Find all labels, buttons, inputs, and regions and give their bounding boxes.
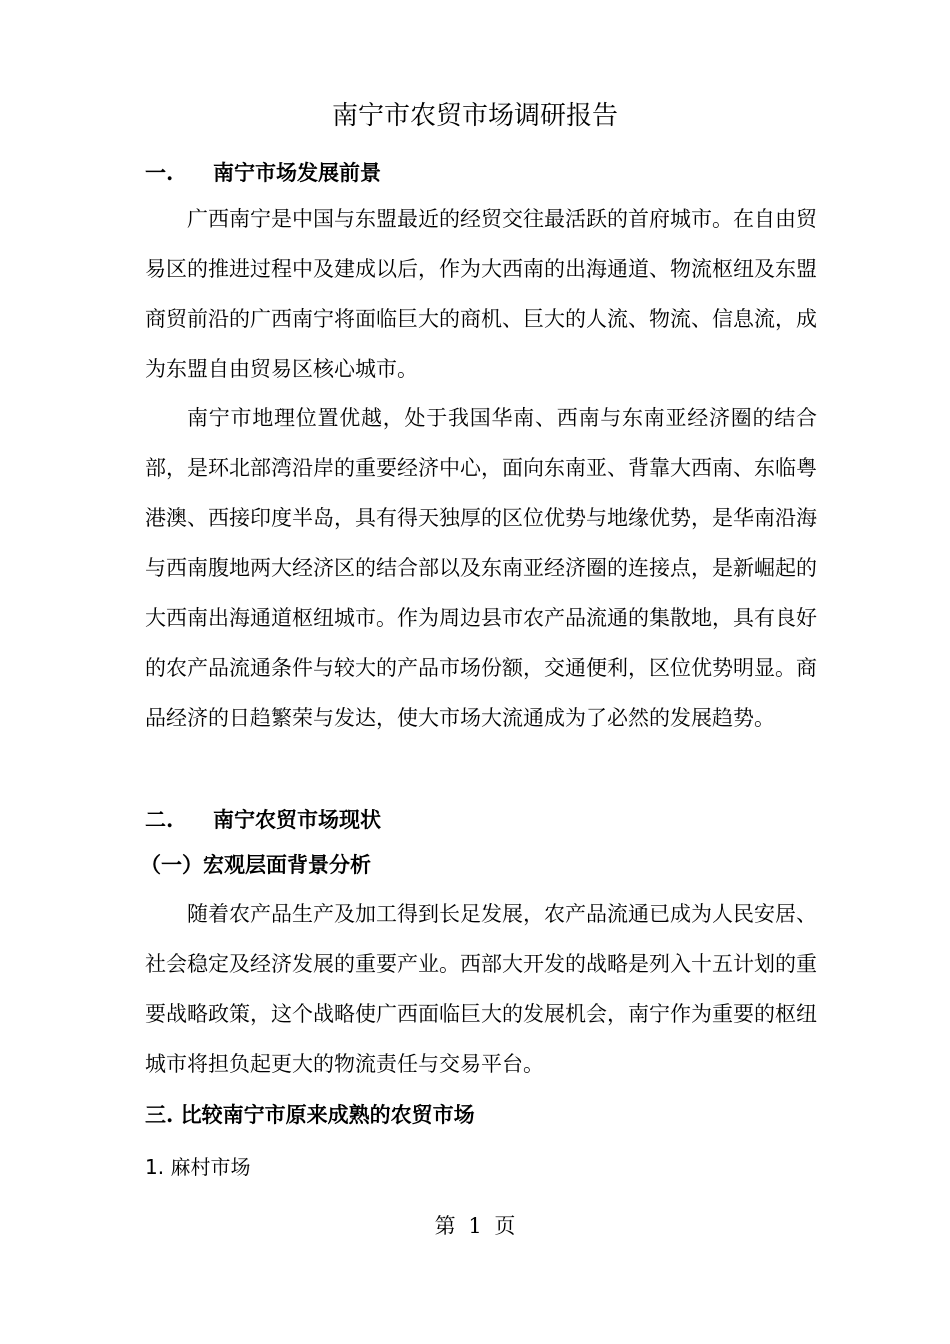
section-3-heading: 三. 比较南宁市原来成熟的农贸市场 (145, 1102, 475, 1127)
page-number-footer: 第 1 页 (434, 1214, 516, 1238)
section-2-subheading: （一）宏观层面背景分析 (140, 852, 371, 877)
section-2-paragraph-1: 随着农产品生产及加工得到长足发展，农产品流通已成为人民安居、社会稳定及经济发展的重要产业。西部大开发的战略是列入十五计划的重要战略政策，这个战略使广西面临巨大的发展机会，南宁作为重要的枢纽城市将担负起更大的物流责任与交易平台。 (145, 902, 817, 1076)
section-1-number: 一. (145, 160, 174, 185)
list-item-macun-market: 1. 麻村市场 (145, 1155, 251, 1179)
document-title: 南宁市农贸市场调研报告 (331, 101, 618, 131)
section-2-title: 南宁农贸市场现状 (213, 807, 381, 832)
section-2-heading (145, 804, 381, 836)
section-1-paragraph-2: 南宁市地理位置优越，处于我国华南、西南与东南亚经济圈的结合部，是环北部湾沿岸的重要经济中心，面向东南亚、背靠大西南、东临粤港澳、西接印度半岛，具有得天独厚的区位优势与地缘优势，是华南沿海与西南腹地两大经济区的结合部以及东南亚经济圈的连接点，是新崛起的大西南出海通道枢纽城市。作为周边县市农产品流通的集散地，具有良好的农产品流通条件与较大的产品市场份额，交通便利，区位优势明显。商品经济的日趋繁荣与发达，使大市场大流通成为了必然的发展趋势。 (145, 406, 817, 730)
section-2-number: 二. (145, 807, 174, 832)
section-1-paragraph-1: 广西南宁是中国与东盟最近的经贸交往最活跃的首府城市。在自由贸易区的推进过程中及建成以后，作为大西南的出海通道、物流枢纽及东盟商贸前沿的广西南宁将面临巨大的商机、巨大的人流、物流、信息流，成为东盟自由贸易区核心城市。 (145, 207, 817, 381)
section-1-heading (145, 157, 381, 189)
section-1-title: 南宁市场发展前景 (213, 160, 381, 185)
